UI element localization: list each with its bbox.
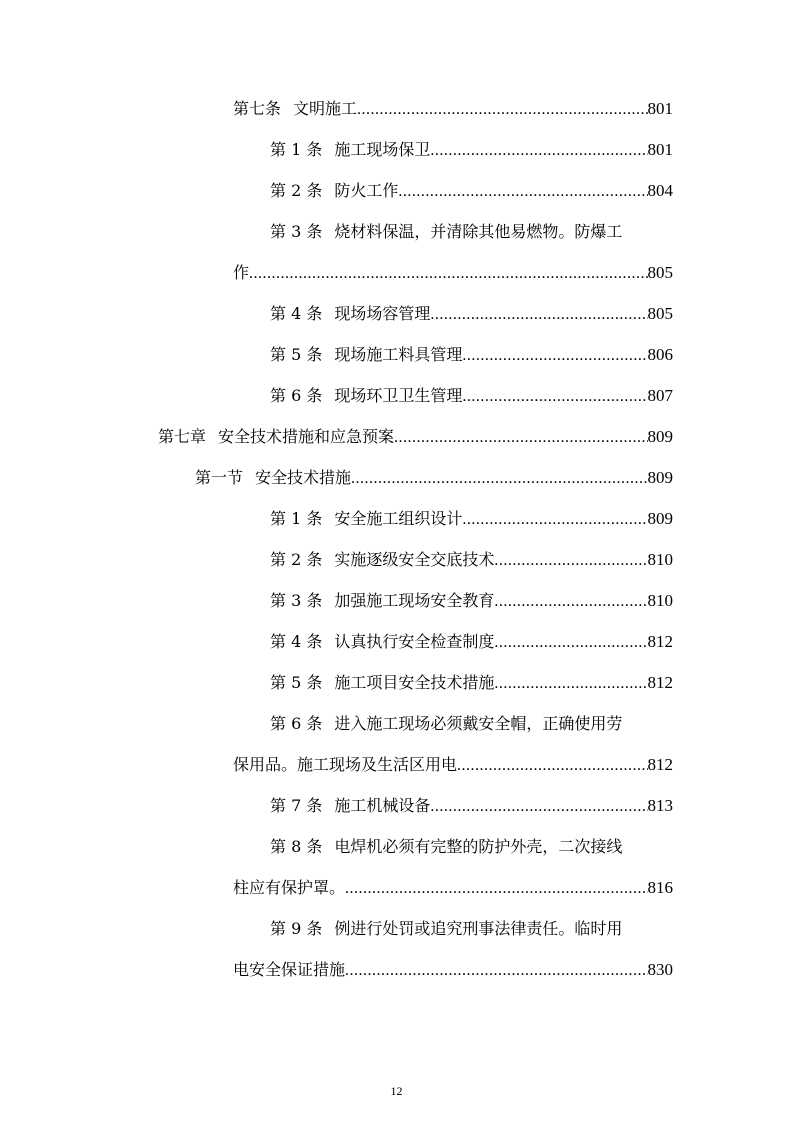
- toc-entry-continuation[interactable]: [233, 949, 673, 990]
- toc-entry-page: 810: [647, 591, 673, 610]
- toc-entry-title: 认真执行安全检查制度: [334, 632, 495, 651]
- toc-entry[interactable]: [270, 908, 673, 949]
- toc-entry[interactable]: [270, 293, 673, 334]
- toc-entry[interactable]: [270, 375, 673, 416]
- toc-entry-title: 文明施工: [293, 99, 358, 118]
- toc-entry[interactable]: [270, 785, 673, 826]
- toc-entry-page: 812: [647, 632, 673, 651]
- toc-entry-label: 第 7 条: [270, 796, 323, 815]
- toc-entry-label: 第 2 条: [270, 550, 323, 569]
- toc-entry-title: 作: [233, 263, 250, 282]
- toc-entry-page: 809: [647, 468, 673, 487]
- toc-entry-label: 第七章: [158, 427, 207, 446]
- toc-entry-title: 例进行处罚或追究刑事法律责任。临时用: [334, 919, 623, 938]
- toc-entry-label: 第一节: [195, 468, 244, 487]
- toc-entry-label: 第 5 条: [270, 345, 323, 364]
- toc-entry-page: 807: [647, 386, 673, 405]
- dot-leader: [398, 171, 647, 212]
- toc-entry-page: 804: [647, 181, 673, 200]
- dot-leader: [430, 294, 647, 335]
- toc-entry-title: 现场施工料具管理: [334, 345, 463, 364]
- toc-entry[interactable]: [270, 580, 673, 621]
- toc-entry-continuation[interactable]: [233, 867, 673, 908]
- dot-leader: [494, 663, 647, 704]
- toc-entry-label: 第 6 条: [270, 386, 323, 405]
- toc-entry[interactable]: [270, 826, 673, 867]
- toc-entry-label: 第七条: [233, 99, 282, 118]
- toc-entry-label: 第 2 条: [270, 181, 323, 200]
- toc-entry[interactable]: [270, 703, 673, 744]
- dot-leader: [462, 376, 647, 417]
- dot-leader: [345, 950, 647, 991]
- toc-entry-page: 816: [647, 878, 673, 897]
- toc-entry[interactable]: [270, 539, 673, 580]
- toc-entry-label: 第 3 条: [270, 591, 323, 610]
- toc-entry-title: 现场场容管理: [334, 304, 431, 323]
- dot-leader: [494, 622, 647, 663]
- toc-entry-label: 第 4 条: [270, 304, 323, 323]
- toc-entry-page: 812: [647, 673, 673, 692]
- toc-entry[interactable]: [270, 662, 673, 703]
- toc-entry-label: 第 9 条: [270, 919, 323, 938]
- toc-entry-label: 第 1 条: [270, 509, 323, 528]
- dot-leader: [249, 253, 647, 294]
- toc-entry[interactable]: [233, 88, 673, 129]
- dot-leader: [457, 745, 647, 786]
- toc-entry[interactable]: [270, 170, 673, 211]
- toc-entry[interactable]: [270, 621, 673, 662]
- dot-leader: [394, 417, 647, 458]
- toc-entry[interactable]: [270, 129, 673, 170]
- toc-entry-title: 安全技术措施和应急预案: [218, 427, 395, 446]
- toc-entry-page: 801: [647, 99, 673, 118]
- dot-leader: [494, 581, 647, 622]
- toc-entry-page: 809: [647, 509, 673, 528]
- toc-entry-label: 第 8 条: [270, 837, 323, 856]
- toc-entry-label: 第 3 条: [270, 222, 323, 241]
- toc-section-entry[interactable]: [195, 457, 673, 498]
- toc-entry-page: 806: [647, 345, 673, 364]
- toc-entry[interactable]: [270, 211, 673, 252]
- toc-entry-title: 进入施工现场必须戴安全帽，正确使用劳: [334, 714, 623, 733]
- dot-leader: [351, 458, 647, 499]
- toc-entry-page: 809: [647, 427, 673, 446]
- toc-entry-title: 安全技术措施: [255, 468, 352, 487]
- toc-entry-title: 电焊机必须有完整的防护外壳，二次接线: [334, 837, 623, 856]
- dot-leader: [462, 335, 647, 376]
- toc-entry-title: 施工项目安全技术措施: [334, 673, 495, 692]
- toc-entry-page: 801: [647, 140, 673, 159]
- page-number: 12: [390, 1084, 403, 1098]
- dot-leader: [345, 868, 647, 909]
- dot-leader: [462, 499, 647, 540]
- toc-entry-title: 防火工作: [334, 181, 399, 200]
- toc-entry-title: 施工机械设备: [334, 796, 431, 815]
- toc-entry-page: 805: [647, 263, 673, 282]
- toc-entry-label: 第 6 条: [270, 714, 323, 733]
- toc-entry-title: 烧材料保温，并清除其他易燃物。防爆工: [334, 222, 623, 241]
- toc-entry-title: 加强施工现场安全教育: [334, 591, 495, 610]
- toc-chapter-entry[interactable]: [158, 416, 673, 457]
- toc-entry-page: 810: [647, 550, 673, 569]
- toc-entry-title: 实施逐级安全交底技术: [334, 550, 495, 569]
- toc-entry-continuation[interactable]: [233, 744, 673, 785]
- toc-entry-label: 第 5 条: [270, 673, 323, 692]
- toc-entry-title: 现场环卫卫生管理: [334, 386, 463, 405]
- toc-entry-title: 柱应有保护罩。: [233, 878, 346, 897]
- toc-entry-title: 电安全保证措施: [233, 960, 346, 979]
- toc-entry-label: 第 1 条: [270, 140, 323, 159]
- dot-leader: [430, 786, 647, 827]
- toc-entry-label: 第 4 条: [270, 632, 323, 651]
- dot-leader: [430, 130, 647, 171]
- toc-entry-title: 保用品。施工现场及生活区用电: [233, 755, 458, 774]
- toc-entry-title: 施工现场保卫: [334, 140, 431, 159]
- dot-leader: [494, 540, 647, 581]
- toc-entry-page: 830: [647, 960, 673, 979]
- toc-entry[interactable]: [270, 334, 673, 375]
- toc-entry[interactable]: [270, 498, 673, 539]
- toc-entry-page: 805: [647, 304, 673, 323]
- dot-leader: [357, 89, 647, 130]
- toc-entry-continuation[interactable]: [233, 252, 673, 293]
- toc-entry-title: 安全施工组织设计: [334, 509, 463, 528]
- toc-entry-page: 812: [647, 755, 673, 774]
- toc-entry-page: 813: [647, 796, 673, 815]
